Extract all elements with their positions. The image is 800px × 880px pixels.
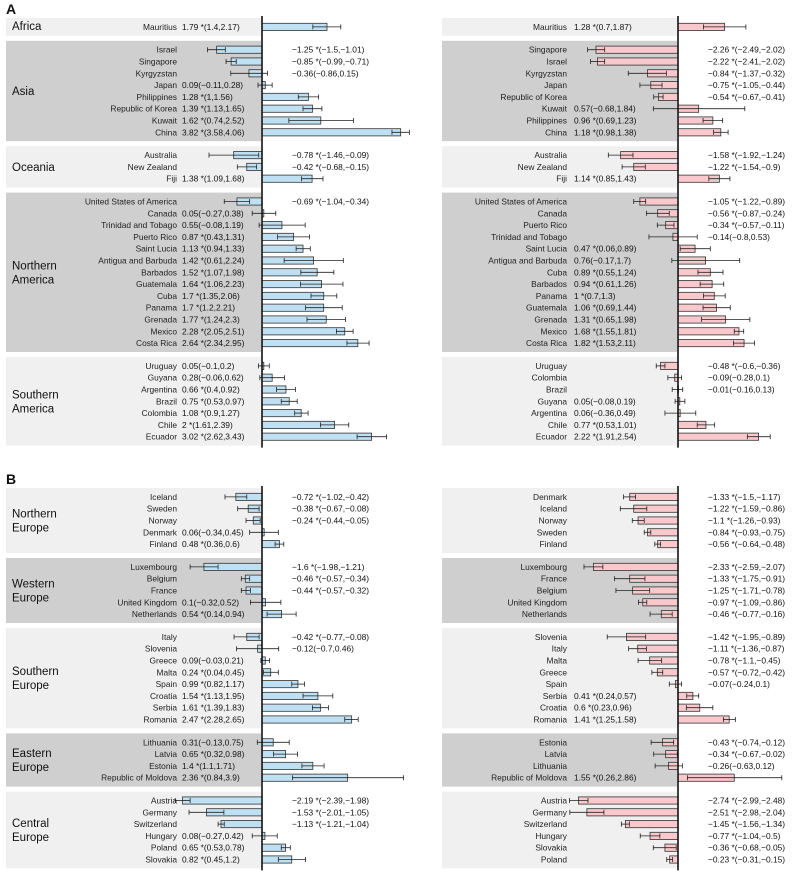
- region-label: Northern America: [12, 260, 57, 287]
- value-label-left-israel: −1.25 *(−1.5,−1.01): [292, 44, 365, 55]
- bar-right-romania: [678, 716, 729, 723]
- value-label-left-switzerland: −1.13 *(−1.21,−1.04): [292, 819, 370, 830]
- region-label: Asia: [12, 86, 35, 98]
- value-label-left-argentina: 0.66 *(0.4,0.92): [182, 384, 240, 395]
- country-label-right-japan: Japan: [544, 80, 567, 91]
- country-label-right-estonia: Estonia: [539, 737, 567, 748]
- country-label-right-austria: Austria: [540, 795, 567, 806]
- bar-left-china: [262, 129, 401, 136]
- value-label-right-brazil: −0.01(−0.16,0.13): [708, 384, 775, 395]
- value-label-right-costa-rica: 1.82 *(1.53,2.11): [574, 338, 636, 349]
- country-label-right-canada: Canada: [537, 208, 567, 219]
- country-label-right-luxembourg: Luxembourg: [520, 561, 567, 572]
- country-label-right-norway: Norway: [538, 515, 567, 526]
- value-label-right-ecuador: 2.22 *(1.91,2.54): [574, 431, 637, 442]
- value-label-right-republic-of-moldova: 1.55 *(0.26,2.86): [574, 772, 637, 783]
- value-label-left-republic-of-korea: 1.39 *(1.13,1.65): [182, 103, 245, 114]
- country-label-left-poland: Poland: [150, 842, 177, 853]
- country-label-left-finland: Finland: [149, 539, 177, 550]
- bar-left-mexico: [262, 328, 345, 335]
- value-label-right-italy: −1.11 *(−1.36,−0.87): [708, 643, 785, 654]
- country-label-right-grenada: Grenada: [534, 314, 567, 325]
- value-label-left-grenada: 1.77 *(1.24,2.3): [182, 314, 240, 325]
- value-label-left-singapore: −0.85 *(−0.99,−0.71): [292, 56, 370, 67]
- value-label-right-china: 1.18 *(0.98,1.38): [574, 127, 637, 138]
- bar-left-austria: [183, 797, 262, 804]
- value-label-right-mexico: 1.68 *(1.55,1.81): [574, 326, 637, 337]
- country-label-right-ecuador: Ecuador: [535, 431, 567, 442]
- value-label-right-romania: 1.41 *(1.25,1.58): [574, 714, 637, 725]
- country-label-left-barbados: Barbados: [141, 267, 177, 278]
- value-label-right-hungary: −0.77 *(−1.04,−0.5): [708, 830, 781, 841]
- country-label-right-china: China: [545, 127, 567, 138]
- country-label-left-canada: Canada: [147, 208, 177, 219]
- region-label: Northern Europe: [12, 508, 57, 535]
- value-label-right-republic-of-korea: −0.54 *(−0.67,−0.41): [708, 91, 786, 102]
- value-label-left-united-kingdom: 0.1(−0.32,0.52): [182, 597, 240, 608]
- bar-left-switzerland: [221, 821, 262, 828]
- bar-left-ecuador: [262, 433, 372, 440]
- country-label-left-germany: Germany: [142, 807, 177, 818]
- value-label-right-grenada: 1.31 *(0.65,1.98): [574, 314, 637, 325]
- country-label-right-switzerland: Switzerland: [523, 819, 567, 830]
- value-label-left-fiji: 1.38 *(1.09,1.68): [182, 173, 245, 184]
- region-label: Central Europe: [12, 818, 50, 844]
- country-label-left-denmark: Denmark: [143, 527, 177, 538]
- region-label: Oceania: [12, 161, 55, 174]
- country-label-left-united-kingdom: United Kingdom: [117, 597, 177, 608]
- country-label-right-mexico: Mexico: [540, 326, 567, 337]
- value-label-right-japan: −0.75 *(−1.05,−0.44): [708, 80, 786, 91]
- value-label-left-ecuador: 3.02 *(2.62,3.43): [182, 431, 245, 442]
- value-label-left-antigua-and-barbuda: 1.42 *(0.61,2.24): [182, 255, 245, 266]
- country-label-left-luxembourg: Luxembourg: [130, 561, 177, 572]
- country-label-left-austria: Austria: [150, 795, 177, 806]
- country-label-left-italy: Italy: [161, 631, 177, 642]
- country-label-right-barbados: Barbados: [531, 279, 567, 290]
- value-label-left-france: −0.44 *(−0.57,−0.32): [292, 585, 370, 596]
- value-label-left-mexico: 2.28 *(2.05,2.51): [182, 326, 245, 337]
- country-label-right-australia: Australia: [534, 150, 567, 161]
- country-label-left-malta: Malta: [156, 667, 177, 678]
- region-label: Africa: [12, 21, 42, 33]
- country-label-left-kuwait: Kuwait: [151, 115, 177, 126]
- value-label-left-new-zealand: −0.42 *(−0.68,−0.15): [292, 161, 370, 172]
- country-label-left-slovenia: Slovenia: [144, 643, 177, 654]
- value-label-right-guatemala: 1.06 *(0.69,1.44): [574, 302, 637, 313]
- country-label-right-germany: Germany: [532, 807, 567, 818]
- country-label-left-switzerland: Switzerland: [133, 819, 177, 830]
- value-label-right-new-zealand: −1.22 *(−1.54,−0.9): [708, 161, 781, 172]
- country-label-left-greece: Greece: [149, 655, 177, 666]
- value-label-left-trinidad-and-tobago: 0.55(−0.08,1.19): [182, 220, 244, 231]
- country-label-right-saint-lucia: Saint Lucia: [525, 243, 567, 254]
- country-label-right-costa-rica: Costa Rica: [526, 338, 567, 349]
- country-label-right-malta: Malta: [546, 655, 567, 666]
- value-label-right-australia: −1.58 *(−1.92,−1.24): [708, 150, 786, 161]
- value-label-right-slovakia: −0.36 *(−0.68,−0.05): [708, 842, 786, 853]
- country-label-left-panama: Panama: [145, 302, 177, 313]
- value-label-left-lithuania: 0.31(−0.13,0.75): [182, 737, 244, 748]
- country-label-left-costa-rica: Costa Rica: [136, 338, 177, 349]
- value-label-left-colombia: 1.08 *(0.9,1.27): [182, 408, 240, 419]
- value-label-left-finland: 0.48 *(0.36,0.6): [182, 539, 240, 550]
- country-label-right-kuwait: Kuwait: [541, 103, 567, 114]
- country-label-left-fiji: Fiji: [166, 173, 177, 184]
- country-label-left-guyana: Guyana: [147, 372, 177, 383]
- country-label-left-singapore: Singapore: [138, 56, 177, 67]
- country-label-left-spain: Spain: [155, 679, 177, 690]
- bar-left-costa-rica: [262, 340, 358, 347]
- country-label-left-colombia: Colombia: [141, 408, 177, 419]
- bar-right-israel: [597, 58, 678, 65]
- country-label-right-denmark: Denmark: [533, 491, 567, 502]
- country-label-left-sweden: Sweden: [146, 503, 177, 514]
- country-label-right-lithuania: Lithuania: [533, 760, 567, 771]
- value-label-left-uruguay: 0.05(−0.1,0.2): [182, 360, 235, 371]
- value-label-right-spain: −0.07(−0.24,0.1): [708, 679, 770, 690]
- value-label-right-kuwait: 0.57(−0.68,1.84): [574, 103, 636, 114]
- country-label-right-kyrgyzstan: Kyrgyzstan: [525, 68, 567, 79]
- value-label-right-denmark: −1.33 *(−1.5,−1.17): [708, 491, 781, 502]
- value-label-left-costa-rica: 2.64 *(2.34,2.95): [182, 338, 245, 349]
- country-label-right-chile: Chile: [547, 419, 567, 430]
- value-label-right-fiji: 1.14 *(0.85,1.43): [574, 173, 637, 184]
- value-label-right-guyana: 0.05(−0.08,0.19): [574, 396, 636, 407]
- value-label-right-israel: −2.22 *(−2.41,−2.02): [708, 56, 786, 67]
- value-label-left-chile: 2 *(1.61,2.39): [182, 419, 233, 430]
- value-label-right-united-kingdom: −0.97 *(−1.09,−0.86): [708, 597, 786, 608]
- value-label-left-serbia: 1.61 *(1.39,1.83): [182, 702, 245, 713]
- value-label-left-panama: 1.7 *(1.2,2.21): [182, 302, 236, 313]
- country-label-left-estonia: Estonia: [149, 760, 177, 771]
- bar-right-sweden: [648, 529, 678, 536]
- value-label-left-cuba: 1.7 *(1.35,2.06): [182, 290, 240, 301]
- panel-label: B: [6, 471, 17, 487]
- value-label-left-philippines: 1.28 *(1,1.56): [182, 91, 233, 102]
- country-label-right-republic-of-korea: Republic of Korea: [500, 91, 567, 102]
- value-label-right-slovenia: −1.42 *(−1.95,−0.89): [708, 631, 786, 642]
- bar-right-united-kingdom: [643, 599, 678, 606]
- value-label-right-kyrgyzstan: −0.84 *(−1.37,−0.32): [708, 68, 786, 79]
- region-label: Southern America: [12, 389, 59, 416]
- country-label-left-mexico: Mexico: [150, 326, 177, 337]
- country-label-left-norway: Norway: [148, 515, 177, 526]
- country-label-right-fiji: Fiji: [556, 173, 567, 184]
- value-label-right-greece: −0.57 *(−0.72,−0.42): [708, 667, 786, 678]
- value-label-left-romania: 2.47 *(2.28,2.65): [182, 714, 245, 725]
- country-label-left-new-zealand: New Zealand: [127, 161, 177, 172]
- country-label-left-puerto-rico: Puerto Rico: [133, 231, 177, 242]
- value-label-right-lithuania: −0.26(−0.63,0.12): [708, 760, 775, 771]
- value-label-right-argentina: 0.06(−0.36,0.49): [574, 408, 636, 419]
- country-label-left-romania: Romania: [143, 714, 177, 725]
- country-label-right-italy: Italy: [551, 643, 567, 654]
- value-label-left-mauritius: 1.79 *(1.4,2.17): [182, 21, 240, 32]
- country-label-left-slovakia: Slovakia: [145, 854, 177, 865]
- value-label-right-estonia: −0.43 *(−0.74,−0.12): [708, 737, 786, 748]
- value-label-left-puerto-rico: 0.87 *(0.43,1.31): [182, 231, 245, 242]
- country-label-left-republic-of-korea: Republic of Korea: [110, 103, 177, 114]
- value-label-left-brazil: 0.75 *(0.53,0.97): [182, 396, 245, 407]
- bar-right-austria: [579, 797, 678, 804]
- country-label-left-iceland: Iceland: [149, 491, 177, 502]
- country-label-left-cuba: Cuba: [156, 290, 177, 301]
- country-label-right-uruguay: Uruguay: [535, 360, 567, 371]
- country-label-left-croatia: Croatia: [150, 690, 177, 701]
- country-label-left-france: France: [150, 585, 177, 596]
- value-label-left-poland: 0.65 *(0.53,0.78): [182, 842, 245, 853]
- country-label-right-guyana: Guyana: [537, 396, 567, 407]
- country-label-right-netherlands: Netherlands: [521, 609, 567, 620]
- value-label-left-belgium: −0.46 *(−0.57,−0.34): [292, 573, 370, 584]
- value-label-left-saint-lucia: 1.13 *(0.94,1.33): [182, 243, 245, 254]
- value-label-left-republic-of-moldova: 2.36 *(0.84,3.9): [182, 772, 240, 783]
- country-label-right-colombia: Colombia: [531, 372, 567, 383]
- country-label-right-israel: Israel: [546, 56, 567, 67]
- country-label-right-antigua-and-barbuda: Antigua and Barbuda: [488, 255, 567, 266]
- value-label-right-mauritius: 1.28 *(0.7,1.87): [574, 21, 632, 32]
- value-label-left-guyana: 0.28(−0.06,0.62): [182, 372, 244, 383]
- country-label-right-greece: Greece: [539, 667, 567, 678]
- value-label-left-australia: −0.78 *(−1.46,−0.09): [292, 150, 370, 161]
- country-label-right-romania: Romania: [533, 714, 567, 725]
- value-label-right-cuba: 0.89 *(0.55,1.24): [574, 267, 637, 278]
- country-label-right-guatemala: Guatemala: [526, 302, 567, 313]
- country-label-right-slovenia: Slovenia: [534, 631, 567, 642]
- value-label-right-luxembourg: −2.33 *(−2.59,−2.07): [708, 561, 786, 572]
- country-label-left-ecuador: Ecuador: [145, 431, 177, 442]
- region-label: Western Europe: [12, 578, 55, 605]
- value-label-right-singapore: −2.26 *(−2.49,−2.02): [708, 44, 786, 55]
- country-label-left-philippines: Philippines: [136, 91, 177, 102]
- country-label-left-chile: Chile: [157, 419, 177, 430]
- country-label-left-latvia: Latvia: [154, 749, 177, 760]
- country-label-right-serbia: Serbia: [542, 690, 567, 701]
- country-label-right-singapore: Singapore: [528, 44, 567, 55]
- value-label-right-trinidad-and-tobago: −0.14(−0.8,0.53): [708, 231, 770, 242]
- country-label-left-trinidad-and-tobago: Trinidad and Tobago: [101, 220, 177, 231]
- value-label-left-germany: −1.53 *(−2.01,−1.05): [292, 807, 370, 818]
- region-label: Southern Europe: [12, 666, 59, 693]
- country-label-right-hungary: Hungary: [535, 830, 567, 841]
- bar-right-ecuador: [678, 433, 759, 440]
- value-label-right-norway: −1.1 *(−1.26,−0.93): [708, 515, 781, 526]
- country-label-right-new-zealand: New Zealand: [517, 161, 567, 172]
- value-label-right-antigua-and-barbuda: 0.76(−0.17,1.7): [574, 255, 632, 266]
- country-label-left-mauritius: Mauritius: [143, 21, 177, 32]
- country-label-right-iceland: Iceland: [539, 503, 567, 514]
- value-label-right-switzerland: −1.45 *(−1.56,−1.34): [708, 819, 786, 830]
- country-label-left-republic-of-moldova: Republic of Moldova: [101, 772, 177, 783]
- country-label-left-antigua-and-barbuda: Antigua and Barbuda: [98, 255, 177, 266]
- value-label-right-united-states-of-america: −1.05 *(−1.22,−0.89): [708, 196, 786, 207]
- country-label-right-puerto-rico: Puerto Rico: [523, 220, 567, 231]
- value-label-left-barbados: 1.52 *(1.07,1.98): [182, 267, 245, 278]
- country-label-left-lithuania: Lithuania: [143, 737, 177, 748]
- value-label-right-austria: −2.74 *(−2.99,−2.48): [708, 795, 786, 806]
- value-label-right-finland: −0.56 *(−0.64,−0.48): [708, 539, 786, 550]
- bar-right-luxembourg: [593, 563, 678, 570]
- value-label-right-philippines: 0.96 *(0.69,1.23): [574, 115, 637, 126]
- value-label-left-hungary: 0.08(−0.27,0.42): [182, 830, 244, 841]
- panel-label: A: [6, 1, 17, 17]
- value-label-right-uruguay: −0.48 *(−0.6,−0.36): [708, 360, 781, 371]
- bar-left-serbia: [262, 704, 320, 711]
- value-label-right-sweden: −0.84 *(−0.93,−0.75): [708, 527, 786, 538]
- bar-right-denmark: [630, 493, 678, 500]
- region-label: Eastern Europe: [12, 748, 52, 774]
- country-label-left-uruguay: Uruguay: [145, 360, 177, 371]
- value-label-left-kuwait: 1.62 *(0.74,2.52): [182, 115, 245, 126]
- country-label-left-kyrgyzstan: Kyrgyzstan: [135, 68, 177, 79]
- country-label-left-japan: Japan: [154, 80, 177, 91]
- country-label-left-grenada: Grenada: [144, 314, 177, 325]
- value-label-left-italy: −0.42 *(−0.77,−0.08): [292, 631, 370, 642]
- value-label-right-netherlands: −0.46 *(−0.77,−0.16): [708, 609, 786, 620]
- value-label-left-iceland: −0.72 *(−1.02,−0.42): [292, 491, 370, 502]
- country-label-left-saint-lucia: Saint Lucia: [135, 243, 177, 254]
- country-label-right-finland: Finland: [539, 539, 567, 550]
- value-label-left-luxembourg: −1.6 *(−1.98,−1.21): [292, 561, 365, 572]
- value-label-left-china: 3.82 *(3.58,4.06): [182, 127, 245, 138]
- country-label-right-croatia: Croatia: [540, 702, 567, 713]
- country-label-right-slovakia: Slovakia: [535, 842, 567, 853]
- value-label-right-croatia: 0.6 *(0.23,0.96): [574, 702, 632, 713]
- country-label-right-poland: Poland: [540, 854, 567, 865]
- value-label-right-chile: 0.77 *(0.53,1.01): [574, 419, 637, 430]
- value-label-left-greece: 0.09(−0.03,0.21): [182, 655, 244, 666]
- value-label-left-malta: 0.24 *(0.04,0.45): [182, 667, 245, 678]
- country-label-right-cuba: Cuba: [546, 267, 567, 278]
- country-label-left-guatemala: Guatemala: [136, 279, 177, 290]
- value-label-right-germany: −2.51 *(−2.98,−2.04): [708, 807, 786, 818]
- country-label-right-belgium: Belgium: [536, 585, 567, 596]
- value-label-right-puerto-rico: −0.34 *(−0.57,−0.11): [708, 220, 785, 231]
- value-label-left-sweden: −0.38 *(−0.67,−0.08): [292, 503, 370, 514]
- country-label-right-united-kingdom: United Kingdom: [507, 597, 567, 608]
- country-label-left-argentina: Argentina: [141, 384, 177, 395]
- country-label-right-brazil: Brazil: [546, 384, 567, 395]
- value-label-left-austria: −2.19 *(−2.39,−1.98): [292, 795, 370, 806]
- country-label-left-china: China: [155, 127, 177, 138]
- country-label-right-mauritius: Mauritius: [533, 21, 567, 32]
- value-label-right-latvia: −0.34 *(−0.67,−0.02): [708, 749, 786, 760]
- value-label-right-poland: −0.23 *(−0.31,−0.15): [708, 854, 786, 865]
- value-label-left-spain: 0.99 *(0.82,1.17): [182, 679, 245, 690]
- value-label-left-canada: 0.05(−0.27,0.38): [182, 208, 244, 219]
- value-label-left-estonia: 1.4 *(1.1,1.71): [182, 760, 236, 771]
- country-label-left-united-states-of-america: United States of America: [84, 196, 177, 207]
- value-label-right-iceland: −1.22 *(−1.59,−0.86): [708, 503, 786, 514]
- value-label-right-panama: 1 *(0.7,1.3): [574, 290, 616, 301]
- country-label-left-israel: Israel: [156, 44, 177, 55]
- value-label-left-united-states-of-america: −0.69 *(−1.04,−0.34): [292, 196, 370, 207]
- country-label-left-netherlands: Netherlands: [131, 609, 177, 620]
- country-label-left-serbia: Serbia: [152, 702, 177, 713]
- value-label-right-serbia: 0.41 *(0.24,0.57): [574, 690, 637, 701]
- country-label-right-trinidad-and-tobago: Trinidad and Tobago: [491, 231, 567, 242]
- bar-right-switzerland: [625, 821, 678, 828]
- country-label-left-brazil: Brazil: [156, 396, 177, 407]
- value-label-right-barbados: 0.94 *(0.61,1.26): [574, 279, 637, 290]
- value-label-left-slovakia: 0.82 *(0.45,1.2): [182, 854, 240, 865]
- value-label-right-canada: −0.56 *(−0.87,−0.24): [708, 208, 786, 219]
- bar-right-singapore: [596, 46, 678, 53]
- value-label-right-france: −1.33 *(−1.75,−0.91): [708, 573, 786, 584]
- value-label-left-norway: −0.24 *(−0.44,−0.05): [292, 515, 370, 526]
- value-label-right-malta: −0.78 *(−1.1,−0.45): [708, 655, 781, 666]
- bar-right-mexico: [678, 328, 739, 335]
- country-label-right-united-states-of-america: United States of America: [474, 196, 567, 207]
- value-label-left-guatemala: 1.64 *(1.06,2.23): [182, 279, 245, 290]
- value-label-left-netherlands: 0.54 *(0.14,0.94): [182, 609, 245, 620]
- country-label-right-spain: Spain: [545, 679, 567, 690]
- value-label-right-saint-lucia: 0.47 *(0.06,0.89): [574, 243, 637, 254]
- country-label-left-hungary: Hungary: [145, 830, 177, 841]
- country-label-right-panama: Panama: [535, 290, 567, 301]
- bar-left-romania: [262, 716, 352, 723]
- value-label-left-croatia: 1.54 *(1.13,1.95): [182, 690, 245, 701]
- value-label-left-latvia: 0.65 *(0.32,0.98): [182, 749, 245, 760]
- country-label-left-australia: Australia: [144, 150, 177, 161]
- country-label-right-france: France: [540, 573, 567, 584]
- value-label-right-colombia: −0.09(−0.28,0.1): [708, 372, 770, 383]
- value-label-left-denmark: 0.06(−0.34,0.45): [182, 527, 244, 538]
- country-label-right-philippines: Philippines: [526, 115, 567, 126]
- country-label-right-argentina: Argentina: [531, 408, 567, 419]
- country-label-right-republic-of-moldova: Republic of Moldova: [491, 772, 567, 783]
- country-label-right-latvia: Latvia: [544, 749, 567, 760]
- country-label-right-sweden: Sweden: [536, 527, 567, 538]
- value-label-left-japan: 0.09(−0.11,0.28): [182, 80, 244, 91]
- country-label-left-belgium: Belgium: [146, 573, 177, 584]
- value-label-left-kyrgyzstan: −0.36(−0.86,0.15): [292, 68, 359, 79]
- value-label-right-belgium: −1.25 *(−1.71,−0.78): [708, 585, 786, 596]
- value-label-left-slovenia: −0.12(−0.7,0.46): [292, 643, 354, 654]
